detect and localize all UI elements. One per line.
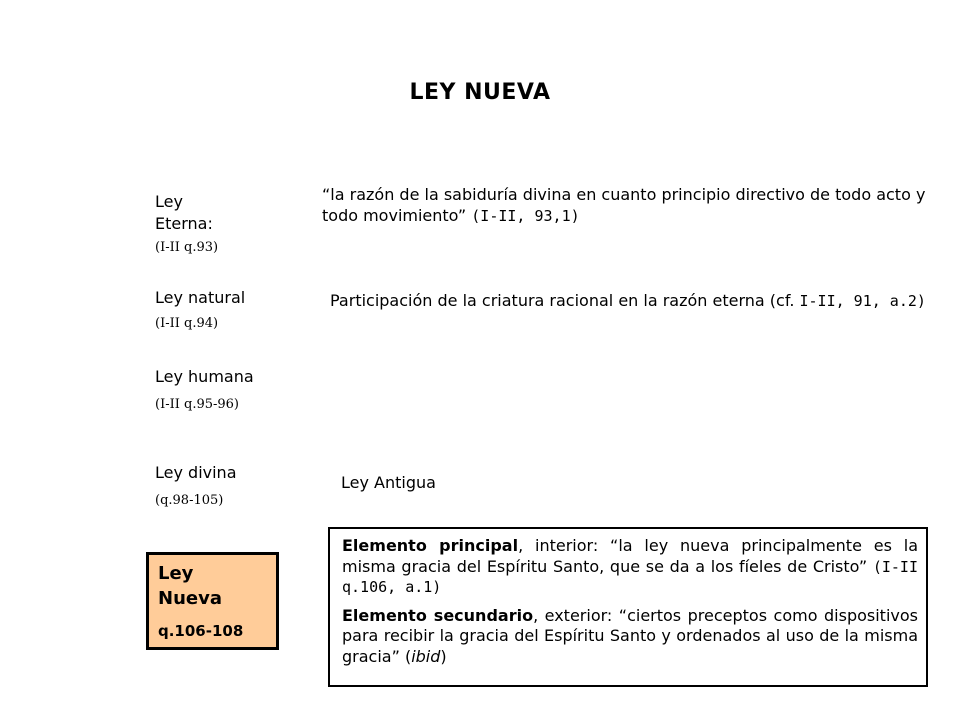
elemento-principal-text: , interior: “la ley nueva principalmente es la misma gracia del Espíritu Santo, que se da a los fíeles de Cristo” [342,536,919,576]
law-humana [155,366,305,414]
law-divina-ref: (q.98-105) [155,493,224,508]
definition-natural [330,290,930,312]
definition-natural-text: Participación de la criatura racional en la razón eterna (cf. [330,291,800,310]
elementos-box [328,527,928,687]
law-eterna [155,191,285,257]
elemento-principal-label: Elemento principal [342,536,519,555]
definition-eterna-ref: (I-II, 93,1) [471,207,580,225]
law-divina-name: Ley divina [155,463,237,482]
ley-nueva-ref: q.106-108 [158,622,244,640]
elemento-secundario [342,606,918,668]
elemento-secundario-label: Elemento secundario [342,605,534,625]
ley-nueva-line1: Ley [158,563,194,584]
definition-natural-ref: I-II, 91, a.2) [799,292,926,310]
page-title: LEY NUEVA [409,80,551,105]
law-eterna-ref: (I-II q.93) [155,240,219,255]
ley-nueva-box [146,552,279,650]
elemento-principal-ref: (I-II q.106, a.1) [342,557,918,596]
law-natural-name: Ley natural [155,288,246,307]
law-humana-ref: (I-II q.95-96) [155,397,240,412]
law-eterna-name: Ley Eterna: [155,192,213,233]
definition-eterna-text: “la razón de la sabiduría divina en cuanto principio directivo de todo acto y todo movimiento” [322,185,926,225]
ley-nueva-line2: Nueva [158,588,222,609]
elemento-secundario-text: , exterior: “ciertos preceptos como dispositivos para recibir la gracia del Espíritu Santo y ordenados al uso de la misma gracia” ( [342,605,918,666]
law-natural [155,287,305,333]
definition-eterna [322,184,928,227]
definition-divina: Ley Antigua [341,473,436,492]
law-divina [155,462,305,510]
elemento-secundario-close: ) [440,646,447,666]
elemento-principal [342,536,918,598]
law-humana-name: Ley humana [155,367,254,386]
elemento-secundario-ref: ibid [411,646,441,666]
law-natural-ref: (I-II q.94) [155,316,219,331]
